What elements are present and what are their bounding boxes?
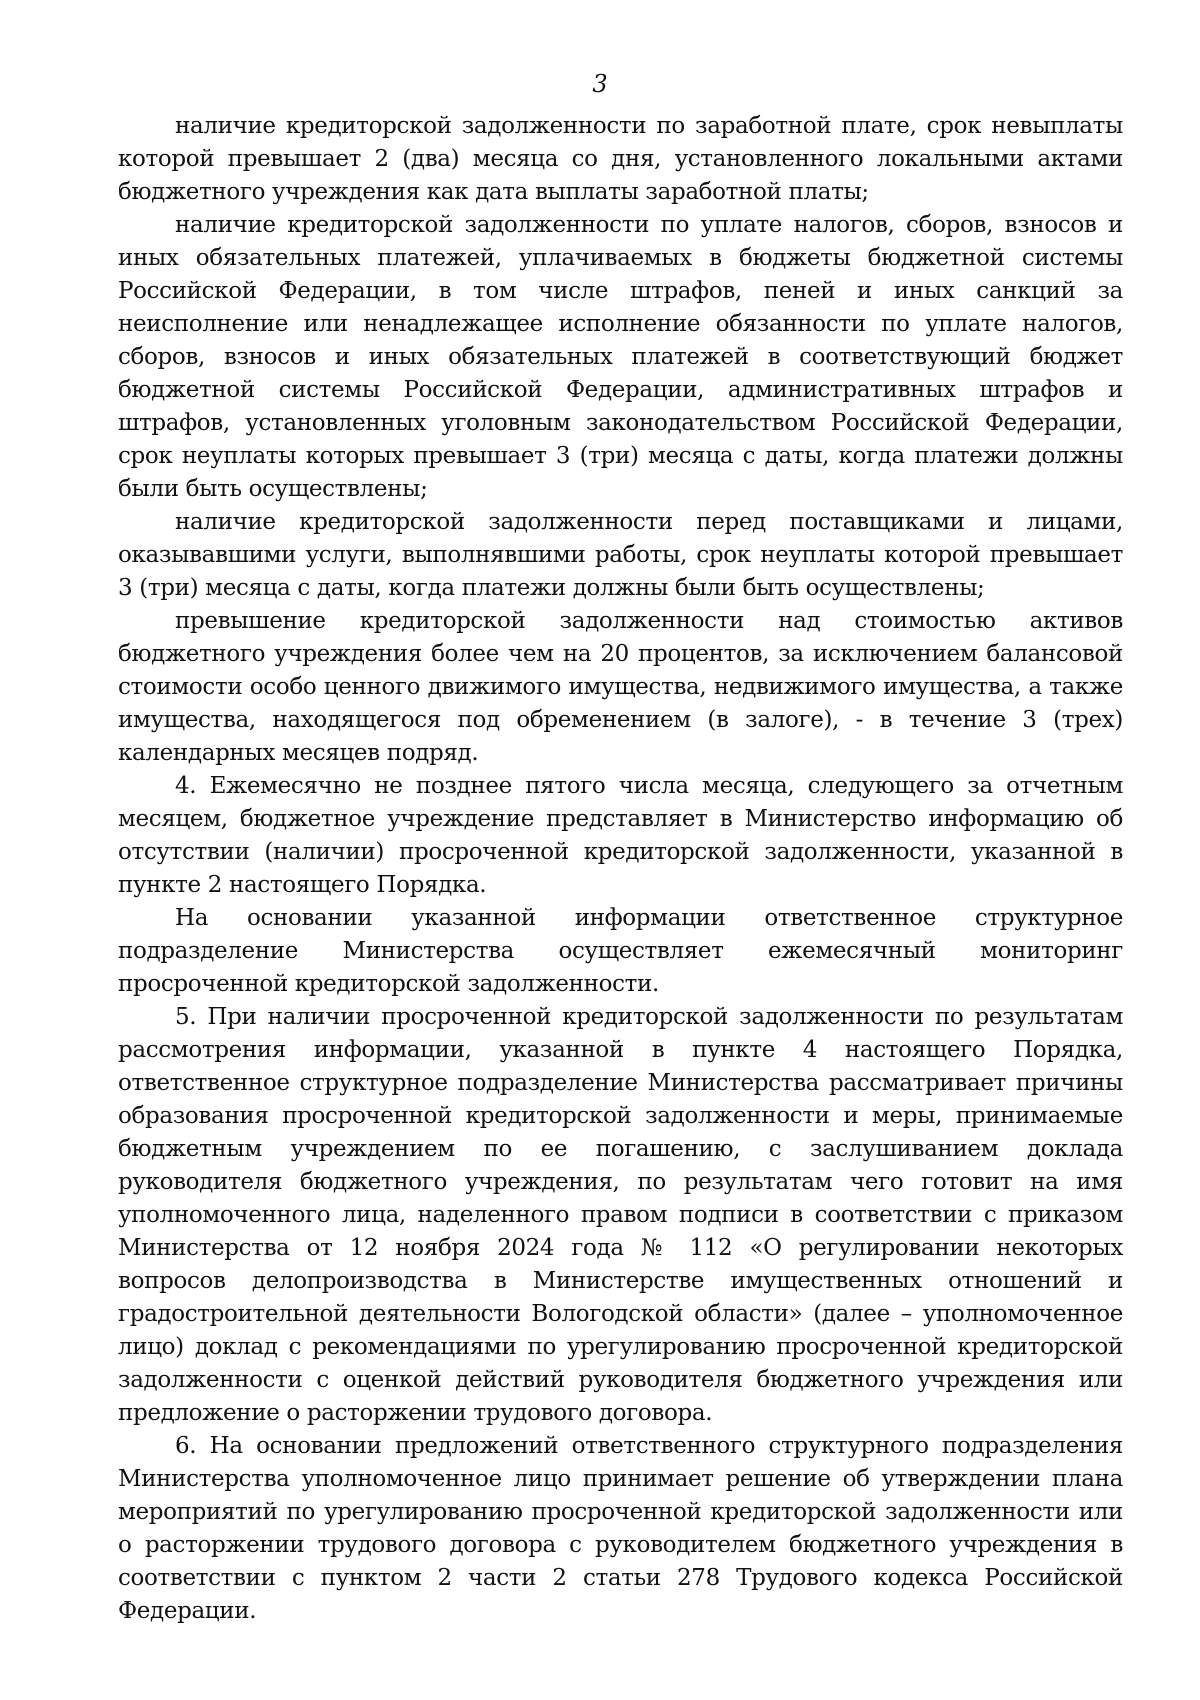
paragraph-item-5: 5. При наличии просроченной кредиторской задолженности по результатам рассмотрения информации, указанной в пункте 4 настоящего Порядка, ответственное структурное подразделение Министерства рассматривает причины образования просроченной кредиторской задолженности и меры, принимаемые бюджетным учреждением по ее погашению, с заслушиванием доклада руководителя бюджетного учреждения, по результатам чего готовит на имя уполномоченного лица, наделенного правом подписи в соответствии с приказом Министерства от 12 ноября 2024 года № 112 «О регулировании некоторых вопросов делопроизводства в Министерстве имущественных отношений и градостроительной деятельности Вологодской области» (далее – уполномоченное лицо) доклад с рекомендациями по урегулированию просроченной кредиторской задолженности с оценкой действий руководителя бюджетного учреждения или предложение о расторжении трудового договора. — [118, 1004, 1123, 1426]
paragraph-debt-exceeds-assets: превышение кредиторской задолженности над стоимостью активов бюджетного учреждения более чем на 20 процентов, за исключением балансовой стоимости особо ценного движимого имущества, недвижимого имущества, а также имущества, находящегося под обременением (в залоге), - в течение 3 (трех) календарных месяцев подряд. — [118, 608, 1123, 766]
paragraph-item-4: 4. Ежемесячно не позднее пятого числа месяца, следующего за отчетным месяцем, бюджетное учреждение представляет в Министерство информацию об отсутствии (наличии) просроченной кредиторской задолженности, указанной в пункте 2 настоящего Порядка. — [118, 773, 1123, 898]
paragraph-tax-arrears: наличие кредиторской задолженности по уплате налогов, сборов, взносов и иных обязательных платежей, уплачиваемых в бюджеты бюджетной системы Российской Федерации, в том числе штрафов, пеней и иных санкций за неисполнение или ненадлежащее исполнение обязанности по уплате налогов, сборов, взносов и иных обязательных платежей в соответствующий бюджет бюджетной системы Российской Федерации, административных штрафов и штрафов, установленных уголовным законодательством Российской Федерации, срок неуплаты которых превышает 3 (три) месяца с даты, когда платежи должны были быть осуществлены; — [118, 212, 1123, 502]
page-number: 3 — [592, 70, 608, 98]
document-body — [118, 110, 1123, 1628]
paragraph-monitoring: На основании указанной информации ответственное структурное подразделение Министерства осуществляет ежемесячный мониторинг просроченной кредиторской задолженности. — [118, 905, 1123, 997]
paragraph-item-6: 6. На основании предложений ответственного структурного подразделения Министерства уполномоченное лицо принимает решение об утверждении плана мероприятий по урегулированию просроченной кредиторской задолженности или о расторжении трудового договора с руководителем бюджетного учреждения в соответствии с пунктом 2 части 2 статьи 278 Трудового кодекса Российской Федерации. — [118, 1433, 1123, 1624]
paragraph-wage-arrears: наличие кредиторской задолженности по заработной плате, срок невыплаты которой превышает 2 (два) месяца со дня, установленного локальными актами бюджетного учреждения как дата выплаты заработной платы; — [118, 113, 1123, 205]
paragraph-supplier-arrears: наличие кредиторской задолженности перед поставщиками и лицами, оказывавшими услуги, выполнявшими работы, срок неуплаты которой превышает 3 (три) месяца с даты, когда платежи должны были быть осуществлены; — [118, 509, 1123, 601]
